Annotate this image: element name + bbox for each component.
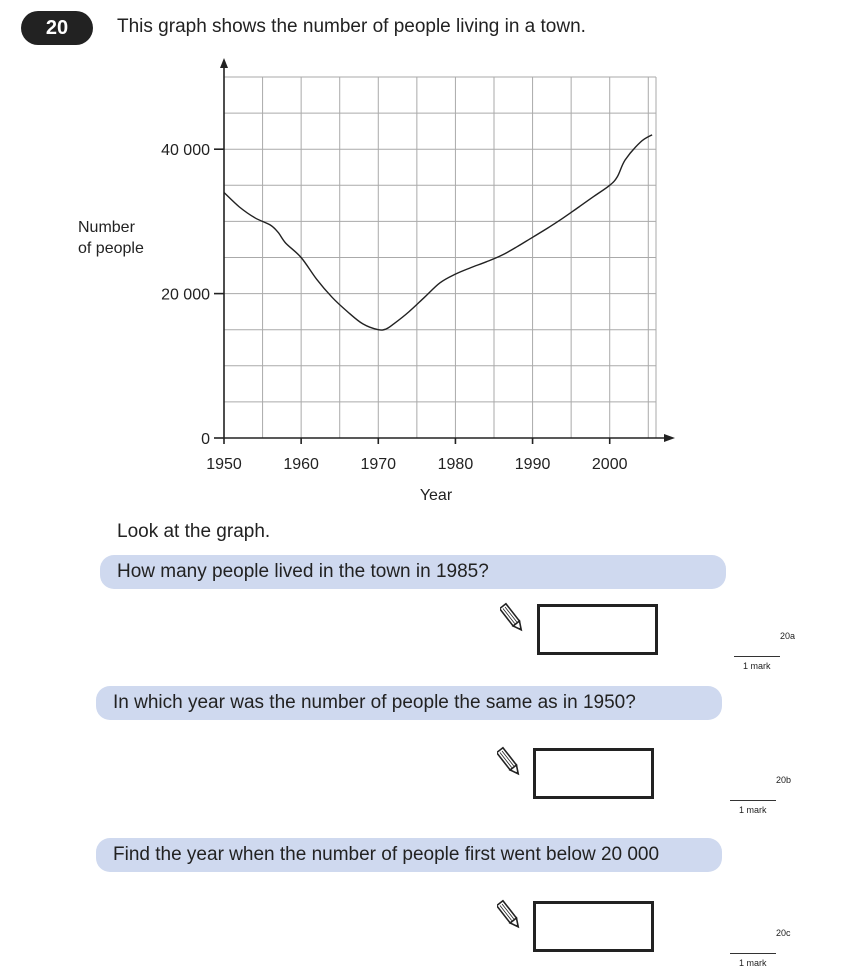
y-tick-label: 40 000 [161,142,210,160]
x-tick-label: 1960 [283,456,319,473]
y-axis-title: Number [78,219,135,236]
mark-code-20b: 20b [776,775,792,785]
y-axis-arrow [220,58,228,68]
x-axis-title: Year [419,487,453,504]
x-axis-arrow [664,434,675,442]
mark-code-20a: 20a [780,631,796,641]
x-tick-label: 1970 [360,456,397,473]
y-tick-label: 20 000 [161,286,210,304]
pencil-icon [497,745,521,779]
y-tick-label: 0 [201,431,210,448]
population-series-line [224,135,652,330]
answer-box-20b[interactable] [533,748,654,799]
x-tick-label: 1990 [514,456,551,473]
pencil-icon [500,601,524,635]
question-20b-text: In which year was the number of people the same as in 1950? [96,686,722,720]
pencil-icon [497,898,521,932]
x-tick-label: 1950 [206,456,242,473]
answer-box-20a[interactable] [537,604,658,655]
question-number-badge: 20 [21,11,93,45]
question-20a-text: How many people lived in the town in 1985? [100,555,726,589]
x-tick-label: 1980 [437,456,474,473]
x-tick-label: 2000 [591,456,628,473]
mark-line-20c [730,953,776,954]
mark-line-20b [730,800,776,801]
mark-value-20a: 1 mark [743,661,771,671]
y-axis-title: of people [78,240,144,257]
mark-value-20b: 1 mark [739,805,767,815]
look-instruction: Look at the graph. [117,521,271,542]
intro-text: This graph shows the number of people living in a town. [117,16,586,37]
mark-code-20c: 20c [776,928,791,938]
answer-box-20c[interactable] [533,901,654,952]
mark-line-20a [734,656,780,657]
question-20c-text: Find the year when the number of people first went below 20 000 [96,838,722,872]
mark-value-20c: 1 mark [739,958,767,968]
